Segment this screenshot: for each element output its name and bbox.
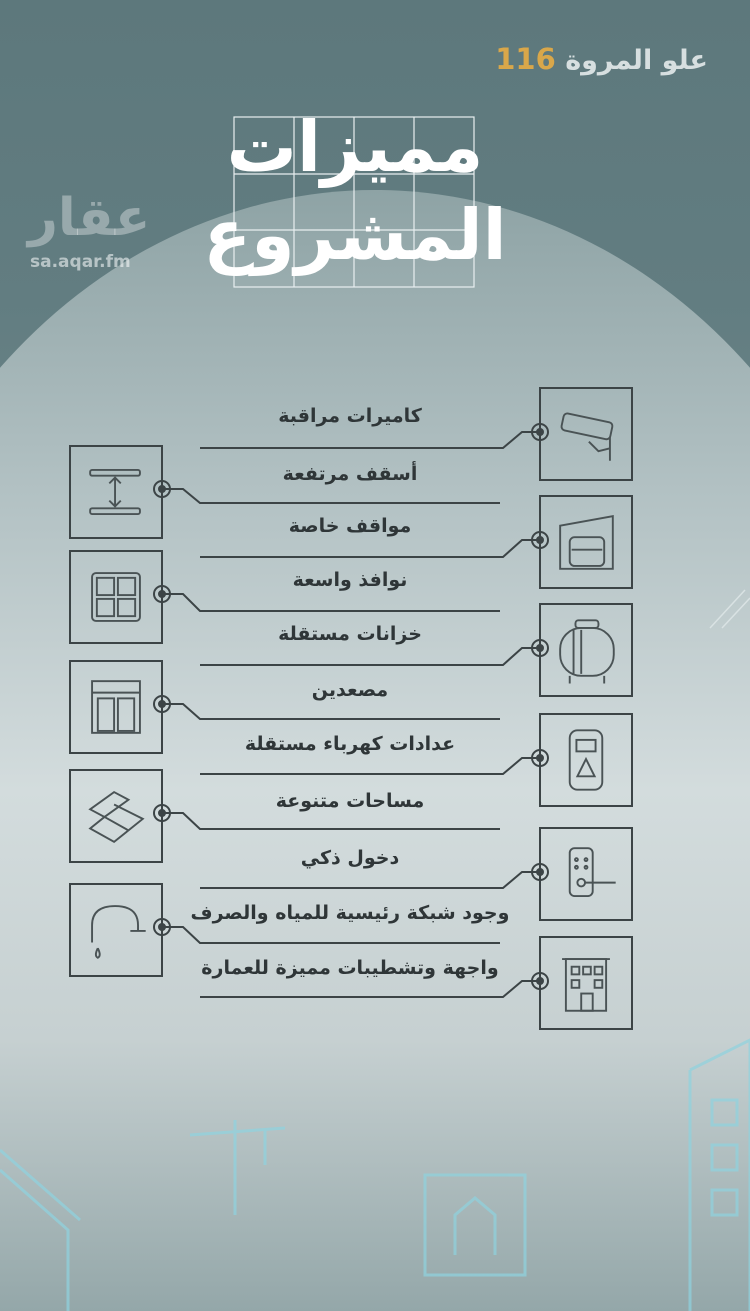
feature-label: خزانات مستقلة — [278, 623, 422, 645]
feature-label: أسقف مرتفعة — [282, 463, 418, 485]
feature-label: نوافذ واسعة — [292, 569, 408, 591]
watermark-url: sa.aqar.fm — [30, 252, 131, 272]
watermark-logo: عقار — [28, 188, 151, 248]
project-number: 116 — [495, 42, 556, 76]
feature-label: مساحات متنوعة — [275, 790, 425, 812]
feature-label: وجود شبكة رئيسية للمياه والصرف — [190, 902, 510, 924]
feature-label: مواقف خاصة — [288, 515, 412, 537]
feature-label: كاميرات مراقبة — [278, 405, 422, 427]
title-line1: مميزات — [226, 106, 484, 188]
feature-label: واجهة وتشطيبات مميزة للعمارة — [201, 957, 499, 979]
feature-label: مصعدين — [311, 679, 389, 701]
project-name: علو المروة — [565, 45, 708, 76]
feature-label: عدادات كهرباء مستقلة — [244, 733, 456, 755]
title-line2: المشروع — [203, 194, 507, 276]
feature-label: دخول ذكي — [300, 847, 400, 869]
